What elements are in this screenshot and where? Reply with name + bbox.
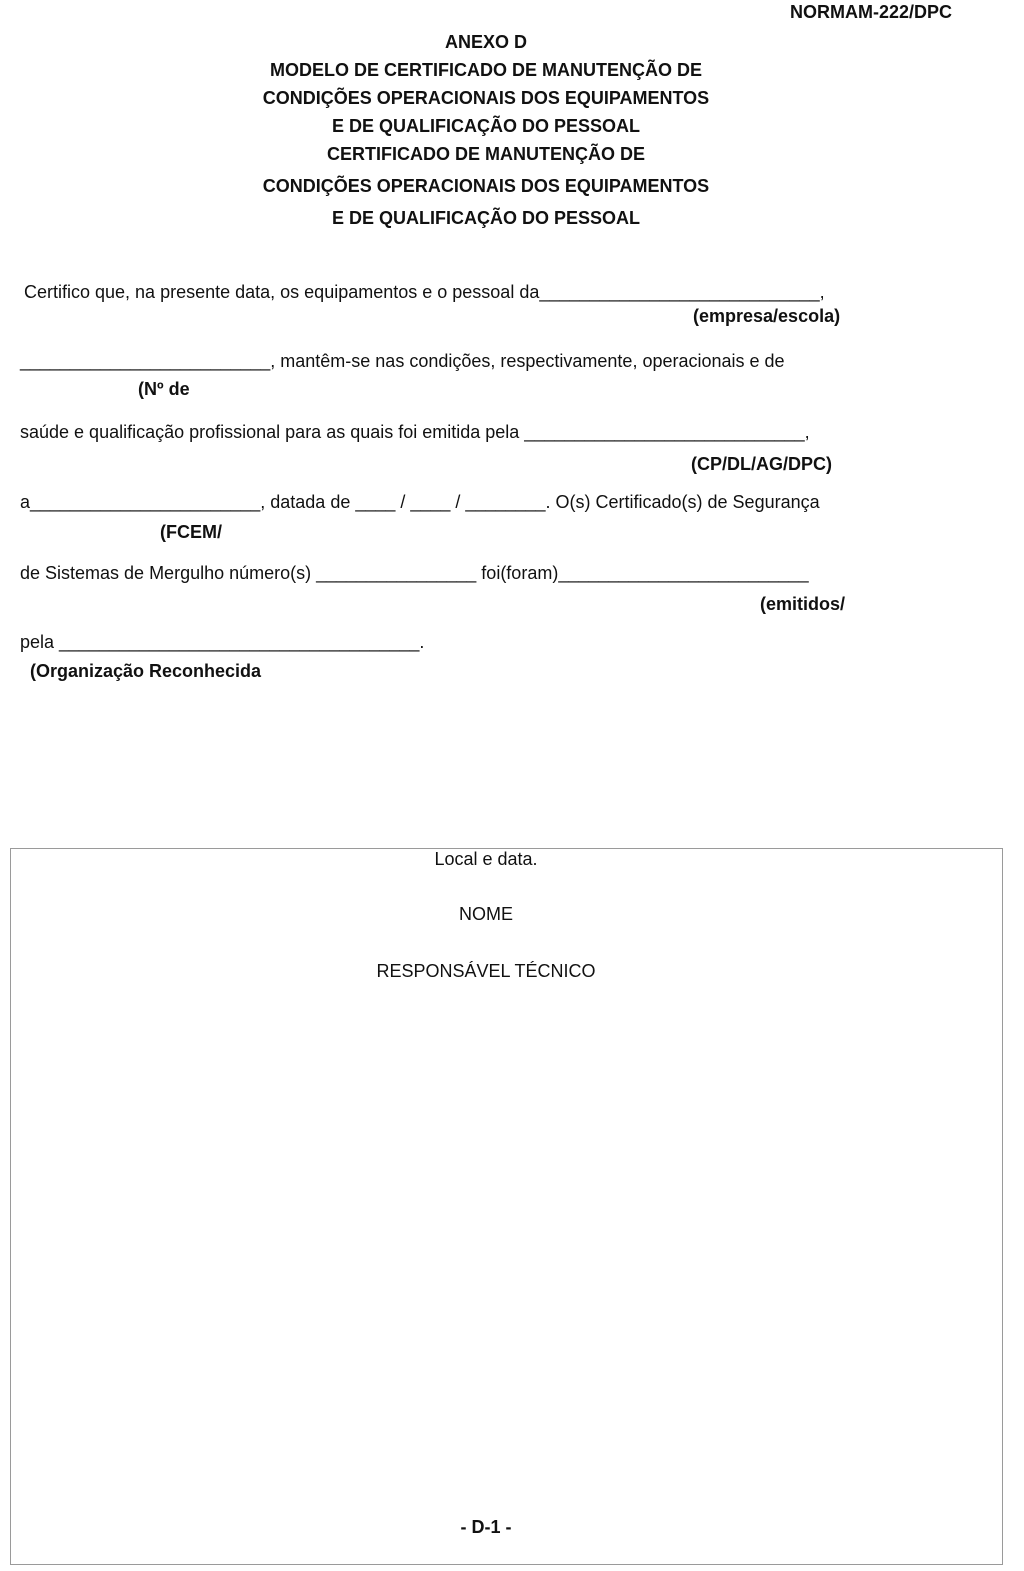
signatory-role: RESPONSÁVEL TÉCNICO [376, 961, 596, 981]
hint-empresa-escola: (empresa/escola) [693, 306, 841, 326]
body-line-4: a_______________________, datada de ____ / ____ / ________. O(s) Certificado(s) de Segurança [20, 492, 820, 512]
body-line-3: saúde e qualificação profissional para as quais foi emitida pela ____________________________, [20, 422, 810, 442]
title-block [0, 28, 972, 232]
body-line-6: pela ____________________________________. [20, 632, 425, 652]
hint-cp-dl-ag-dpc: (CP/DL/AG/DPC) [691, 454, 832, 474]
signatory-name: NOME [459, 904, 513, 924]
place-and-date: Local e data. [434, 849, 538, 869]
title-line-2: CONDIÇÕES OPERACIONAIS DOS EQUIPAMENTOS [262, 88, 710, 108]
hint-numero: (Nº de [138, 379, 190, 399]
document-code: NORMAM-222/DPC [789, 2, 952, 22]
signature-box [10, 848, 1003, 1565]
annex-title: ANEXO D [444, 32, 527, 52]
hint-emitidos: (emitidos/ [760, 594, 846, 614]
title-line-5: CONDIÇÕES OPERACIONAIS DOS EQUIPAMENTOS [262, 176, 710, 196]
title-line-3: E DE QUALIFICAÇÃO DO PESSOAL [331, 116, 641, 136]
page-number: - D-1 - [460, 1517, 512, 1537]
body-line-1: Certifico que, na presente data, os equipamentos e o pessoal da____________________________, [24, 282, 825, 302]
body-line-5: de Sistemas de Mergulho número(s) ________________ foi(foram)_________________________ [20, 563, 809, 583]
hint-organizacao-reconhecida: (Organização Reconhecida [30, 661, 262, 681]
title-line-4: CERTIFICADO DE MANUTENÇÃO DE [327, 144, 645, 164]
title-line-6: E DE QUALIFICAÇÃO DO PESSOAL [331, 208, 641, 228]
body-line-2: _________________________, mantêm-se nas condições, respectivamente, operacionais e de [20, 351, 785, 371]
title-line-1: MODELO DE CERTIFICADO DE MANUTENÇÃO DE [270, 60, 702, 80]
hint-fcem: (FCEM/ [160, 522, 222, 542]
